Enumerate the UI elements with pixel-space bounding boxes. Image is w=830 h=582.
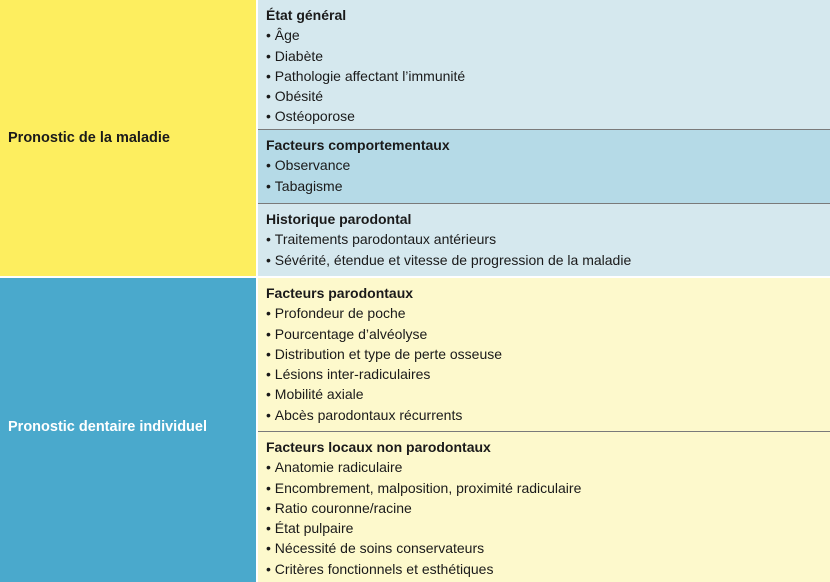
- factor-list: [266, 25, 830, 126]
- section-title: Facteurs parodontaux: [266, 285, 414, 301]
- row-label-tooth-prognosis: [0, 278, 256, 582]
- row-label-disease-prognosis: [0, 0, 256, 276]
- list-item: • Traitements parodontaux antérieurs: [266, 229, 830, 249]
- list-item: • Tabagisme: [266, 176, 830, 196]
- list-item: • Nécessité de soins conservateurs: [266, 538, 830, 558]
- section-periodontal-factors: [258, 278, 830, 431]
- list-item: • Pathologie affectant l’immunité: [266, 66, 830, 86]
- column-divider: [256, 0, 258, 582]
- list-item: • Ratio couronne/racine: [266, 498, 830, 518]
- list-item: • Observance: [266, 155, 830, 175]
- list-item: • Encombrement, malposition, proximité radiculaire: [266, 478, 830, 498]
- list-item: • Âge: [266, 25, 830, 45]
- section-general-state: [258, 0, 830, 129]
- section-title: Historique parodontal: [266, 211, 412, 227]
- list-item: • Abcès parodontaux récurrents: [266, 405, 830, 425]
- section-periodontal-history: [258, 203, 830, 276]
- list-item: • Obésité: [266, 86, 830, 106]
- list-item: • Profondeur de poche: [266, 303, 830, 323]
- list-item: • Diabète: [266, 46, 830, 66]
- list-item: • Ostéoporose: [266, 106, 830, 126]
- list-item: • Sévérité, étendue et vitesse de progression de la maladie: [266, 250, 830, 270]
- disease-prognosis-label: Pronostic de la maladie: [8, 130, 170, 146]
- list-item: • Anatomie radiculaire: [266, 457, 830, 477]
- list-item: • Mobilité axiale: [266, 384, 830, 404]
- list-item: • État pulpaire: [266, 518, 830, 538]
- tooth-prognosis-label: Pronostic dentaire individuel: [8, 419, 208, 435]
- section-behavioral-factors: [258, 129, 830, 203]
- section-title: Facteurs comportementaux: [266, 137, 450, 153]
- list-item: • Pourcentage d’alvéolyse: [266, 324, 830, 344]
- factor-list: [266, 155, 830, 196]
- list-item: • Lésions inter-radiculaires: [266, 364, 830, 384]
- list-item: • Distribution et type de perte osseuse: [266, 344, 830, 364]
- factor-list: [266, 303, 830, 425]
- factor-list: [266, 457, 830, 579]
- factor-list: [266, 229, 830, 270]
- section-title: État général: [266, 7, 347, 23]
- section-title: Facteurs locaux non parodontaux: [266, 439, 491, 455]
- list-item: • Critères fonctionnels et esthétiques: [266, 559, 830, 579]
- row-divider: [0, 276, 830, 278]
- section-local-non-periodontal-factors: [258, 431, 830, 582]
